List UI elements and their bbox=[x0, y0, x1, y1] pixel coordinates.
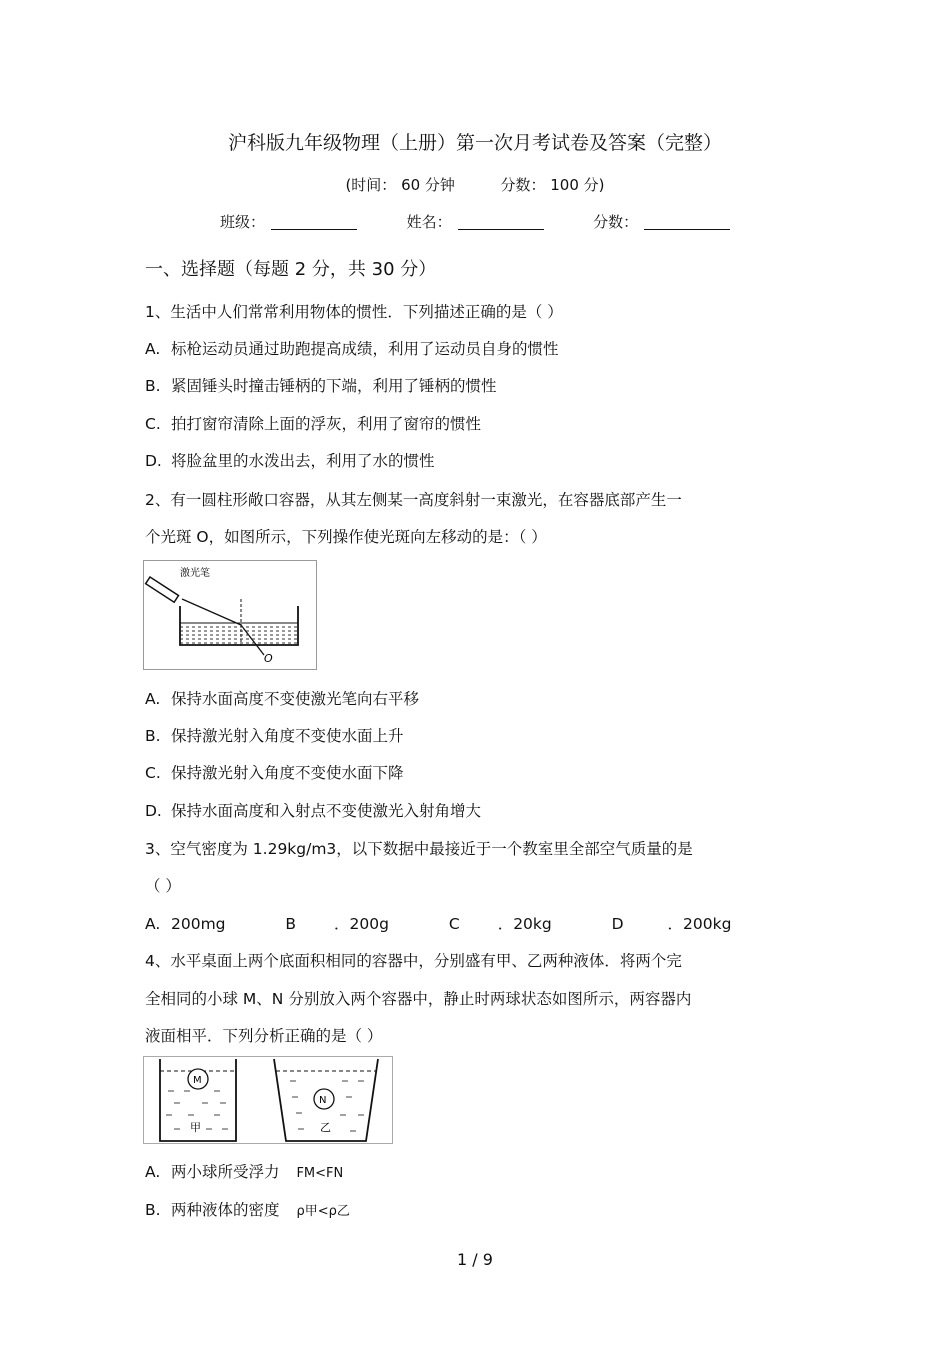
exam-time: (时间： 60 分钟 bbox=[345, 176, 455, 194]
q4-stem-line3: 液面相平．下列分析正确的是（ ） bbox=[145, 1027, 383, 1045]
option-letter: B. bbox=[145, 377, 161, 395]
ball-n-label: N bbox=[319, 1095, 327, 1106]
page-title: 沪科版九年级物理（上册）第一次月考试卷及答案（完整） bbox=[227, 132, 722, 154]
option-letter-c: C bbox=[448, 915, 460, 933]
option-text: 保持激光射入角度不变使水面下降 bbox=[171, 764, 404, 782]
exam-score: 分数： 100 分) bbox=[500, 176, 605, 194]
q2-option-b bbox=[145, 724, 404, 746]
q3-option-d: ．200kg bbox=[667, 915, 732, 933]
class-blank[interactable] bbox=[271, 213, 357, 230]
q4-option-a bbox=[145, 1160, 343, 1182]
option-letter: C. bbox=[145, 415, 161, 433]
score-label: 分数： bbox=[593, 213, 639, 231]
q2-option-a bbox=[145, 687, 419, 709]
option-text: 保持水面高度不变使激光笔向右平移 bbox=[171, 690, 420, 708]
q4-option-b bbox=[145, 1198, 350, 1220]
ball-m-label: M bbox=[193, 1075, 202, 1086]
laser-diagram bbox=[144, 561, 316, 669]
student-fields bbox=[220, 211, 730, 232]
q1-stem: 1、生活中人们常常利用物体的惯性．下列描述正确的是（ ） bbox=[145, 303, 563, 321]
q2-option-d bbox=[145, 799, 481, 821]
option-letter: A. bbox=[145, 1163, 161, 1181]
q1-option-b bbox=[145, 374, 497, 396]
page-number: 1 / 9 bbox=[457, 1250, 493, 1269]
option-text: 两种液体的密度 bbox=[171, 1201, 280, 1219]
score-blank[interactable] bbox=[644, 213, 730, 230]
liquid-jia-label: 甲 bbox=[190, 1121, 201, 1134]
exam-meta bbox=[0, 174, 950, 195]
q4-stem-line1: 4、水平桌面上两个底面积相同的容器中，分别盛有甲、乙两种液体．将两个完 bbox=[145, 952, 682, 970]
option-letter: B. bbox=[145, 727, 161, 745]
q2-stem-line2: 个光斑 O，如图所示，下列操作使光斑向左移动的是：（ ） bbox=[145, 528, 547, 546]
q1-option-a bbox=[145, 337, 559, 359]
q3-stem-line2: （ ） bbox=[145, 877, 181, 895]
containers-figure bbox=[143, 1056, 393, 1144]
liquid-yi-label: 乙 bbox=[320, 1121, 331, 1134]
section-heading: 一、选择题（每题 2 分，共 30 分） bbox=[145, 259, 437, 280]
q3-option-a: 200mg bbox=[171, 915, 226, 933]
option-letter: D. bbox=[145, 802, 162, 820]
option-text: 两小球所受浮力 bbox=[171, 1163, 280, 1181]
q1-option-c bbox=[145, 412, 481, 434]
option-formula: ρ甲<ρ乙 bbox=[296, 1204, 350, 1219]
option-letter: A. bbox=[145, 690, 161, 708]
option-letter: D. bbox=[145, 452, 162, 470]
option-letter: C. bbox=[145, 764, 161, 782]
q2-stem-line1: 2、有一圆柱形敞口容器，从其左侧某一高度斜射一束激光，在容器底部产生一 bbox=[145, 491, 682, 509]
ball-m bbox=[188, 1069, 208, 1089]
q1-option-d bbox=[145, 449, 435, 471]
q3-stem-line1: 3、空气密度为 1.29kg/m3，以下数据中最接近于一个教室里全部空气质量的是 bbox=[145, 840, 693, 858]
spot-o-label: O bbox=[264, 652, 273, 665]
laser-label: 激光笔 bbox=[180, 568, 210, 579]
name-label: 姓名： bbox=[406, 213, 452, 231]
option-letter: A. bbox=[145, 340, 161, 358]
option-text: 拍打窗帘清除上面的浮灰，利用了窗帘的惯性 bbox=[171, 415, 482, 433]
q3-option-b: ．200g bbox=[334, 915, 389, 933]
option-letter-b: B bbox=[285, 915, 297, 933]
q4-stem-line2: 全相同的小球 M、N 分别放入两个容器中，静止时两球状态如图所示，两容器内 bbox=[145, 990, 692, 1008]
option-text: 将脸盆里的水泼出去，利用了水的惯性 bbox=[171, 452, 435, 470]
q2-option-c bbox=[145, 761, 404, 783]
q3-options bbox=[145, 912, 731, 934]
option-letter-d: D bbox=[611, 915, 624, 933]
option-letter: A. bbox=[145, 915, 161, 933]
option-text: 标枪运动员通过助跑提高成绩，利用了运动员自身的惯性 bbox=[171, 340, 559, 358]
q3-option-c: ．20kg bbox=[497, 915, 552, 933]
laser-pen-icon bbox=[146, 577, 179, 602]
ball-n bbox=[314, 1089, 334, 1109]
option-text: 保持激光射入角度不变使水面上升 bbox=[171, 727, 404, 745]
option-letter: B. bbox=[145, 1201, 161, 1219]
option-text: 紧固锤头时撞击锤柄的下端，利用了锤柄的惯性 bbox=[171, 377, 497, 395]
containers-diagram bbox=[144, 1057, 392, 1143]
class-label: 班级： bbox=[220, 213, 266, 231]
laser-figure bbox=[143, 560, 317, 670]
option-text: 保持水面高度和入射点不变使激光入射角增大 bbox=[171, 802, 482, 820]
name-blank[interactable] bbox=[458, 213, 544, 230]
option-formula: FM<FN bbox=[296, 1166, 344, 1181]
